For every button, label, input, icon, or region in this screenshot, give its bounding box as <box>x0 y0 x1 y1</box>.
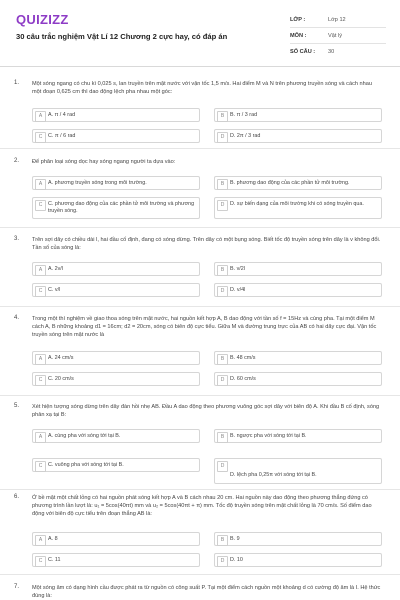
option-d[interactable] <box>214 283 382 297</box>
question-number: 4. <box>14 315 20 321</box>
question-divider <box>0 489 400 490</box>
option-c[interactable] <box>32 197 200 219</box>
question-text: Một sóng ngang có chu kì 0,025 s, lan truyền trên mặt nước với vận tốc 1,5 m/s. Hai điểm M và N trên phương truyền sóng và cách nhau một đoạn 0,625 cm thì dao động lệch pha nhau một góc: <box>32 81 372 96</box>
option-letter-box: A <box>35 432 46 443</box>
option-c[interactable] <box>32 283 200 297</box>
question-divider <box>0 148 400 149</box>
option-b[interactable] <box>214 532 382 546</box>
question-number: 2. <box>14 158 20 164</box>
option-c[interactable] <box>32 553 200 567</box>
option-letter-box: D <box>217 132 228 143</box>
option-letter-box: C <box>35 461 46 472</box>
option-a[interactable] <box>32 176 200 190</box>
option-d[interactable] <box>214 129 382 143</box>
question-divider <box>0 574 400 575</box>
option-d[interactable] <box>214 197 382 219</box>
meta-label: SỐ CÂU : <box>290 48 316 55</box>
option-text: D. sự biến dạng của môi trường khi có sóng truyền qua. <box>230 201 364 207</box>
question-text: Ở bề mặt một chất lỏng có hai nguồn phát sóng kết hợp A và B cách nhau 20 cm. Hai nguồn này dao động theo phương thẳng đứng có phương trình lần lượt là: u₁ = 5cos(40πt) mm và u₂ = 5cos(40πt + π) mm. Tốc độ truyền sóng trên mặt chất lỏng là 70 cm/s. Số điểm dao động với biên độ cực tiểu trên đoạn thẳng AB là: <box>32 495 372 518</box>
option-letter-box: D <box>217 556 228 567</box>
option-text: B. 48 cm/s <box>230 355 256 361</box>
option-text: A. π / 4 rad <box>48 112 76 118</box>
meta-value: Lớp 12 <box>328 16 346 23</box>
option-letter-box: C <box>35 286 46 297</box>
option-text: A. 24 cm/s <box>48 355 74 361</box>
option-text: D. v/4l <box>230 287 246 293</box>
option-letter-box: D <box>217 286 228 297</box>
option-text: C. vuông pha với sóng tới tại B. <box>48 462 124 468</box>
meta-label: LỚP : <box>290 16 306 23</box>
option-text: C. v/l <box>48 287 61 293</box>
page-title: 30 câu trắc nghiệm Vật Lí 12 Chương 2 cực hay, có đáp án <box>16 32 228 41</box>
meta-row-class <box>290 12 386 28</box>
option-d[interactable] <box>214 372 382 386</box>
question-divider <box>0 395 400 396</box>
option-letter-box: A <box>35 535 46 546</box>
option-text: C. 20 cm/s <box>48 376 74 382</box>
question-divider <box>0 306 400 307</box>
option-letter-box: A <box>35 265 46 276</box>
option-d[interactable] <box>214 458 382 484</box>
option-a[interactable] <box>32 262 200 276</box>
option-a[interactable] <box>32 351 200 365</box>
option-letter-box: B <box>217 265 228 276</box>
option-text: B. ngược pha với sóng tới tại B. <box>230 433 307 439</box>
option-text: D. 2π / 3 rad <box>230 133 261 139</box>
quizizz-logo: QUIZIZZ <box>16 12 69 27</box>
question-number: 1. <box>14 80 20 86</box>
option-c[interactable] <box>32 458 200 472</box>
meta-row-count <box>290 44 386 59</box>
option-text: B. π / 3 rad <box>230 112 258 118</box>
option-a[interactable] <box>32 108 200 122</box>
option-c[interactable] <box>32 372 200 386</box>
option-text: B. 9 <box>230 536 240 542</box>
option-a[interactable] <box>32 429 200 443</box>
question-text: Một sóng âm có dạng hình cầu được phát ra từ nguồn có công suất P. Tại một điểm cách nguồn một khoảng d có cường độ âm là I. Hệ thức đúng là: <box>32 585 381 600</box>
option-text: A. 2v/l <box>48 266 63 272</box>
meta-value: Vật lý <box>328 32 342 39</box>
option-letter-box: A <box>35 111 46 122</box>
option-b[interactable] <box>214 176 382 190</box>
option-letter-box: A <box>35 354 46 365</box>
option-text: D. lệch pha 0,25π với sóng tới tại B. <box>230 472 317 478</box>
option-letter-box: D <box>217 375 228 386</box>
option-text: B. v/2l <box>230 266 245 272</box>
question-text: Xét hiện tượng sóng dừng trên dây đàn hồi nhẹ AB. Đầu A dao động theo phương vuông góc sợi dây với biên độ A. Khi đầu B cố định, sóng phản xạ tại B: <box>32 404 380 419</box>
option-text: A. cùng pha với sóng tới tại B. <box>48 433 121 439</box>
meta-info-table <box>290 12 386 59</box>
option-text: D. 10 <box>230 557 243 563</box>
option-text: B. phương dao động của các phần tử môi trường. <box>230 180 350 186</box>
option-letter-box: B <box>217 535 228 546</box>
question-number: 6. <box>14 494 20 500</box>
meta-label: MÔN : <box>290 32 307 39</box>
option-c[interactable] <box>32 129 200 143</box>
option-letter-box: B <box>217 179 228 190</box>
question-text: Trên sợi dây có chiều dài l, hai đầu cố định, đang có sóng dừng. Trên dây có một bụng sóng. Biết tốc độ truyền sóng trên dây là v không đổi. Tần số của sóng là: <box>32 237 381 252</box>
question-divider <box>0 227 400 228</box>
question-number: 5. <box>14 403 20 409</box>
meta-row-subject <box>290 28 386 44</box>
option-text: D. 60 cm/s <box>230 376 256 382</box>
option-b[interactable] <box>214 262 382 276</box>
question-number: 3. <box>14 236 20 242</box>
option-text: C. phương dao động của các phần tử môi trường và phương truyền sóng. <box>48 201 195 215</box>
option-letter-box: B <box>217 354 228 365</box>
meta-value: 30 <box>328 48 335 55</box>
option-b[interactable] <box>214 429 382 443</box>
question-number: 7. <box>14 584 20 590</box>
option-a[interactable] <box>32 532 200 546</box>
option-letter-box: B <box>217 432 228 443</box>
question-text: Để phân loại sóng dọc hay sóng ngang người ta dựa vào: <box>32 159 176 165</box>
option-letter-box: C <box>35 556 46 567</box>
option-letter-box: B <box>217 111 228 122</box>
option-letter-box: A <box>35 179 46 190</box>
option-text: C. π / 6 rad <box>48 133 76 139</box>
option-b[interactable] <box>214 351 382 365</box>
option-letter-box: D <box>217 200 228 211</box>
option-letter-box: C <box>35 132 46 143</box>
option-letter-box: C <box>35 375 46 386</box>
option-d[interactable] <box>214 553 382 567</box>
option-letter-box: C <box>35 200 46 211</box>
option-b[interactable] <box>214 108 382 122</box>
question-text: Trong một thí nghiệm về giao thoa sóng trên mặt nước, hai nguồn kết hợp A, B dao động với tần số f = 15Hz và cùng pha. Tại một điểm M cách A, B những khoảng d1 = 16cm; d2 = 20cm, sóng có biên độ cực tiểu. Giữa M và đường trung trực của AB có hai dãy cực đại. Vận tốc truyền sóng trên mặt nước là <box>32 316 377 339</box>
option-text: C. 11 <box>48 557 61 563</box>
option-text: A. 8 <box>48 536 58 542</box>
worksheet-header <box>0 0 400 67</box>
option-letter-box: D <box>217 461 228 472</box>
option-text: A. phương truyền sóng trong môi trường. <box>48 180 147 186</box>
